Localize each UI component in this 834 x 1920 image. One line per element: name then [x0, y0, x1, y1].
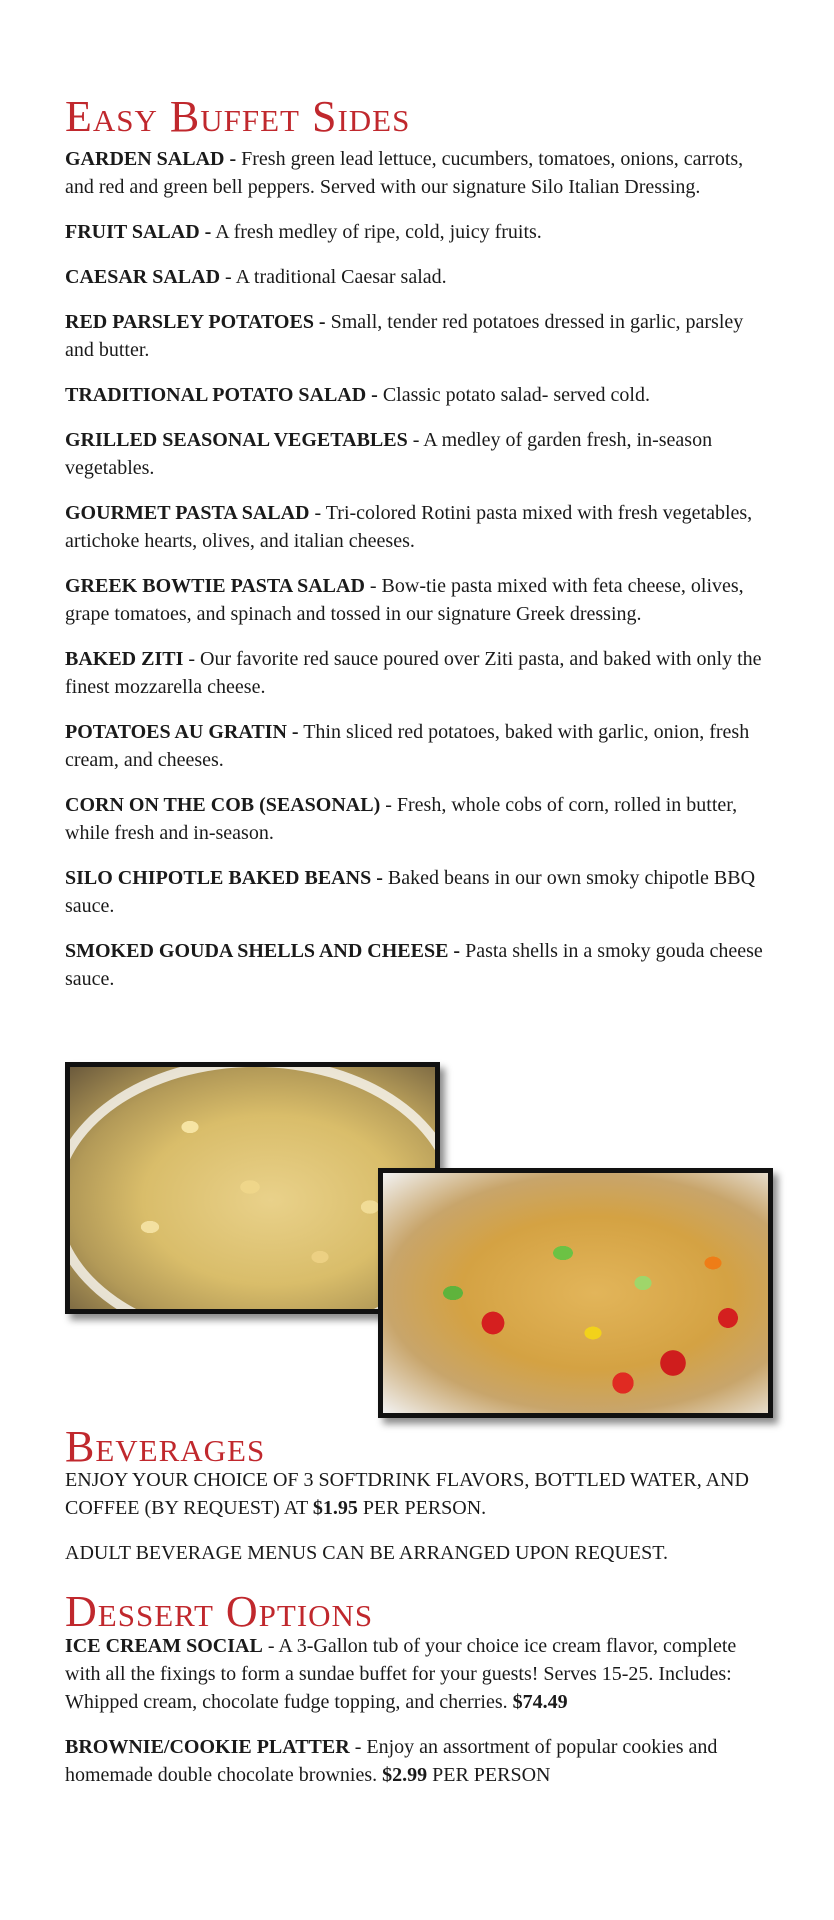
side-item [65, 218, 775, 246]
beverage-offer-suffix: PER PERSON. [357, 1497, 487, 1519]
item-name: BROWNIE/COOKIE PLATTER [65, 1736, 350, 1758]
item-desc: - Our favorite red sauce poured over Ziti pasta, and baked with only the finest mozzarella cheese. [65, 648, 762, 698]
item-desc: Pasta shells in a smoky gouda cheese sauce. [65, 940, 763, 990]
dessert-list [65, 1632, 775, 1806]
beverage-offer-text: ENJOY YOUR CHOICE OF 3 SOFTDRINK FLAVORS, BOTTLED WATER, AND COFFEE (BY REQUEST) AT [65, 1469, 749, 1519]
side-item [65, 145, 775, 201]
item-price: $74.49 [512, 1691, 568, 1713]
side-item [65, 572, 775, 628]
item-desc: Thin sliced red potatoes, baked with garlic, onion, fresh cream, and cheeses. [65, 721, 750, 771]
item-desc: Small, tender red potatoes dressed in garlic, parsley and butter. [65, 311, 744, 361]
side-item [65, 718, 775, 774]
side-item [65, 645, 775, 701]
item-name: BAKED ZITI [65, 648, 184, 670]
sides-list [65, 145, 775, 1010]
item-desc: Fresh green lead lettuce, cucumbers, tomatoes, onions, carrots, and red and green bell peppers. Served with our signature Silo Italian Dressing. [65, 148, 744, 198]
item-desc: - Bow-tie pasta mixed with feta cheese, olives, grape tomatoes, and spinach and tossed in our signature Greek dressing. [65, 575, 744, 625]
side-item [65, 381, 775, 409]
item-desc: - Enjoy an assortment of popular cookies and homemade double chocolate brownies. [65, 1736, 718, 1786]
item-name: ICE CREAM SOCIAL [65, 1635, 263, 1657]
item-name: GRILLED SEASONAL VEGETABLES [65, 429, 408, 451]
item-desc: - A traditional Caesar salad. [220, 266, 447, 288]
item-name: GREEK BOWTIE PASTA SALAD [65, 575, 365, 597]
beverage-text [65, 1466, 775, 1584]
item-desc: - A medley of garden fresh, in-season vegetables. [65, 429, 713, 479]
adult-beverage-note: ADULT BEVERAGE MENUS CAN BE ARRANGED UPON REQUEST. [65, 1542, 668, 1564]
item-desc: - Tri-colored Rotini pasta mixed with fresh vegetables, artichoke hearts, olives, and italian cheeses. [65, 502, 753, 552]
item-name: POTATOES AU GRATIN - [65, 721, 299, 743]
item-name: SMOKED GOUDA SHELLS AND CHEESE - [65, 940, 461, 962]
item-name: TRADITIONAL POTATO SALAD - [65, 384, 378, 406]
item-name: GOURMET PASTA SALAD [65, 502, 310, 524]
side-item [65, 864, 775, 920]
beverage-price: $1.95 [312, 1497, 358, 1519]
item-desc: - A 3-Gallon tub of your choice ice cream flavor, complete with all the fixings to form a sundae buffet for your guests! Serves 15-25. Includes: Whipped cream, chocolate fudge topping, and cherries. [65, 1635, 737, 1713]
section-title-beverages: Beverages [65, 1422, 266, 1471]
item-name: GARDEN SALAD - [65, 148, 237, 170]
side-item [65, 263, 775, 291]
item-name: CAESAR SALAD [65, 266, 221, 288]
item-desc: A fresh medley of ripe, cold, juicy fruits. [211, 221, 542, 243]
item-price: $2.99 [382, 1764, 428, 1786]
side-item [65, 308, 775, 364]
item-name: FRUIT SALAD - [65, 221, 212, 243]
dessert-item [65, 1632, 775, 1716]
section-title-desserts: Dessert Options [65, 1587, 374, 1636]
item-price-suffix: PER PERSON [427, 1764, 551, 1786]
item-desc: - Fresh, whole cobs of corn, rolled in butter, while fresh and in-season. [65, 794, 738, 844]
beverage-offer [65, 1466, 775, 1522]
side-item [65, 426, 775, 482]
item-name: SILO CHIPOTLE BAKED BEANS - [65, 867, 383, 889]
dessert-item [65, 1733, 775, 1789]
side-item [65, 499, 775, 555]
side-item [65, 791, 775, 847]
item-name: RED PARSLEY POTATOES - [65, 311, 326, 333]
section-title-sides: Easy Buffet Sides [65, 92, 411, 141]
item-desc: Classic potato salad- served cold. [377, 384, 650, 406]
item-desc: Baked beans in our own smoky chipotle BBQ sauce. [65, 867, 756, 917]
pasta-salad-photo [378, 1168, 773, 1418]
side-item [65, 937, 775, 993]
item-name: CORN ON THE COB (SEASONAL) [65, 794, 381, 816]
